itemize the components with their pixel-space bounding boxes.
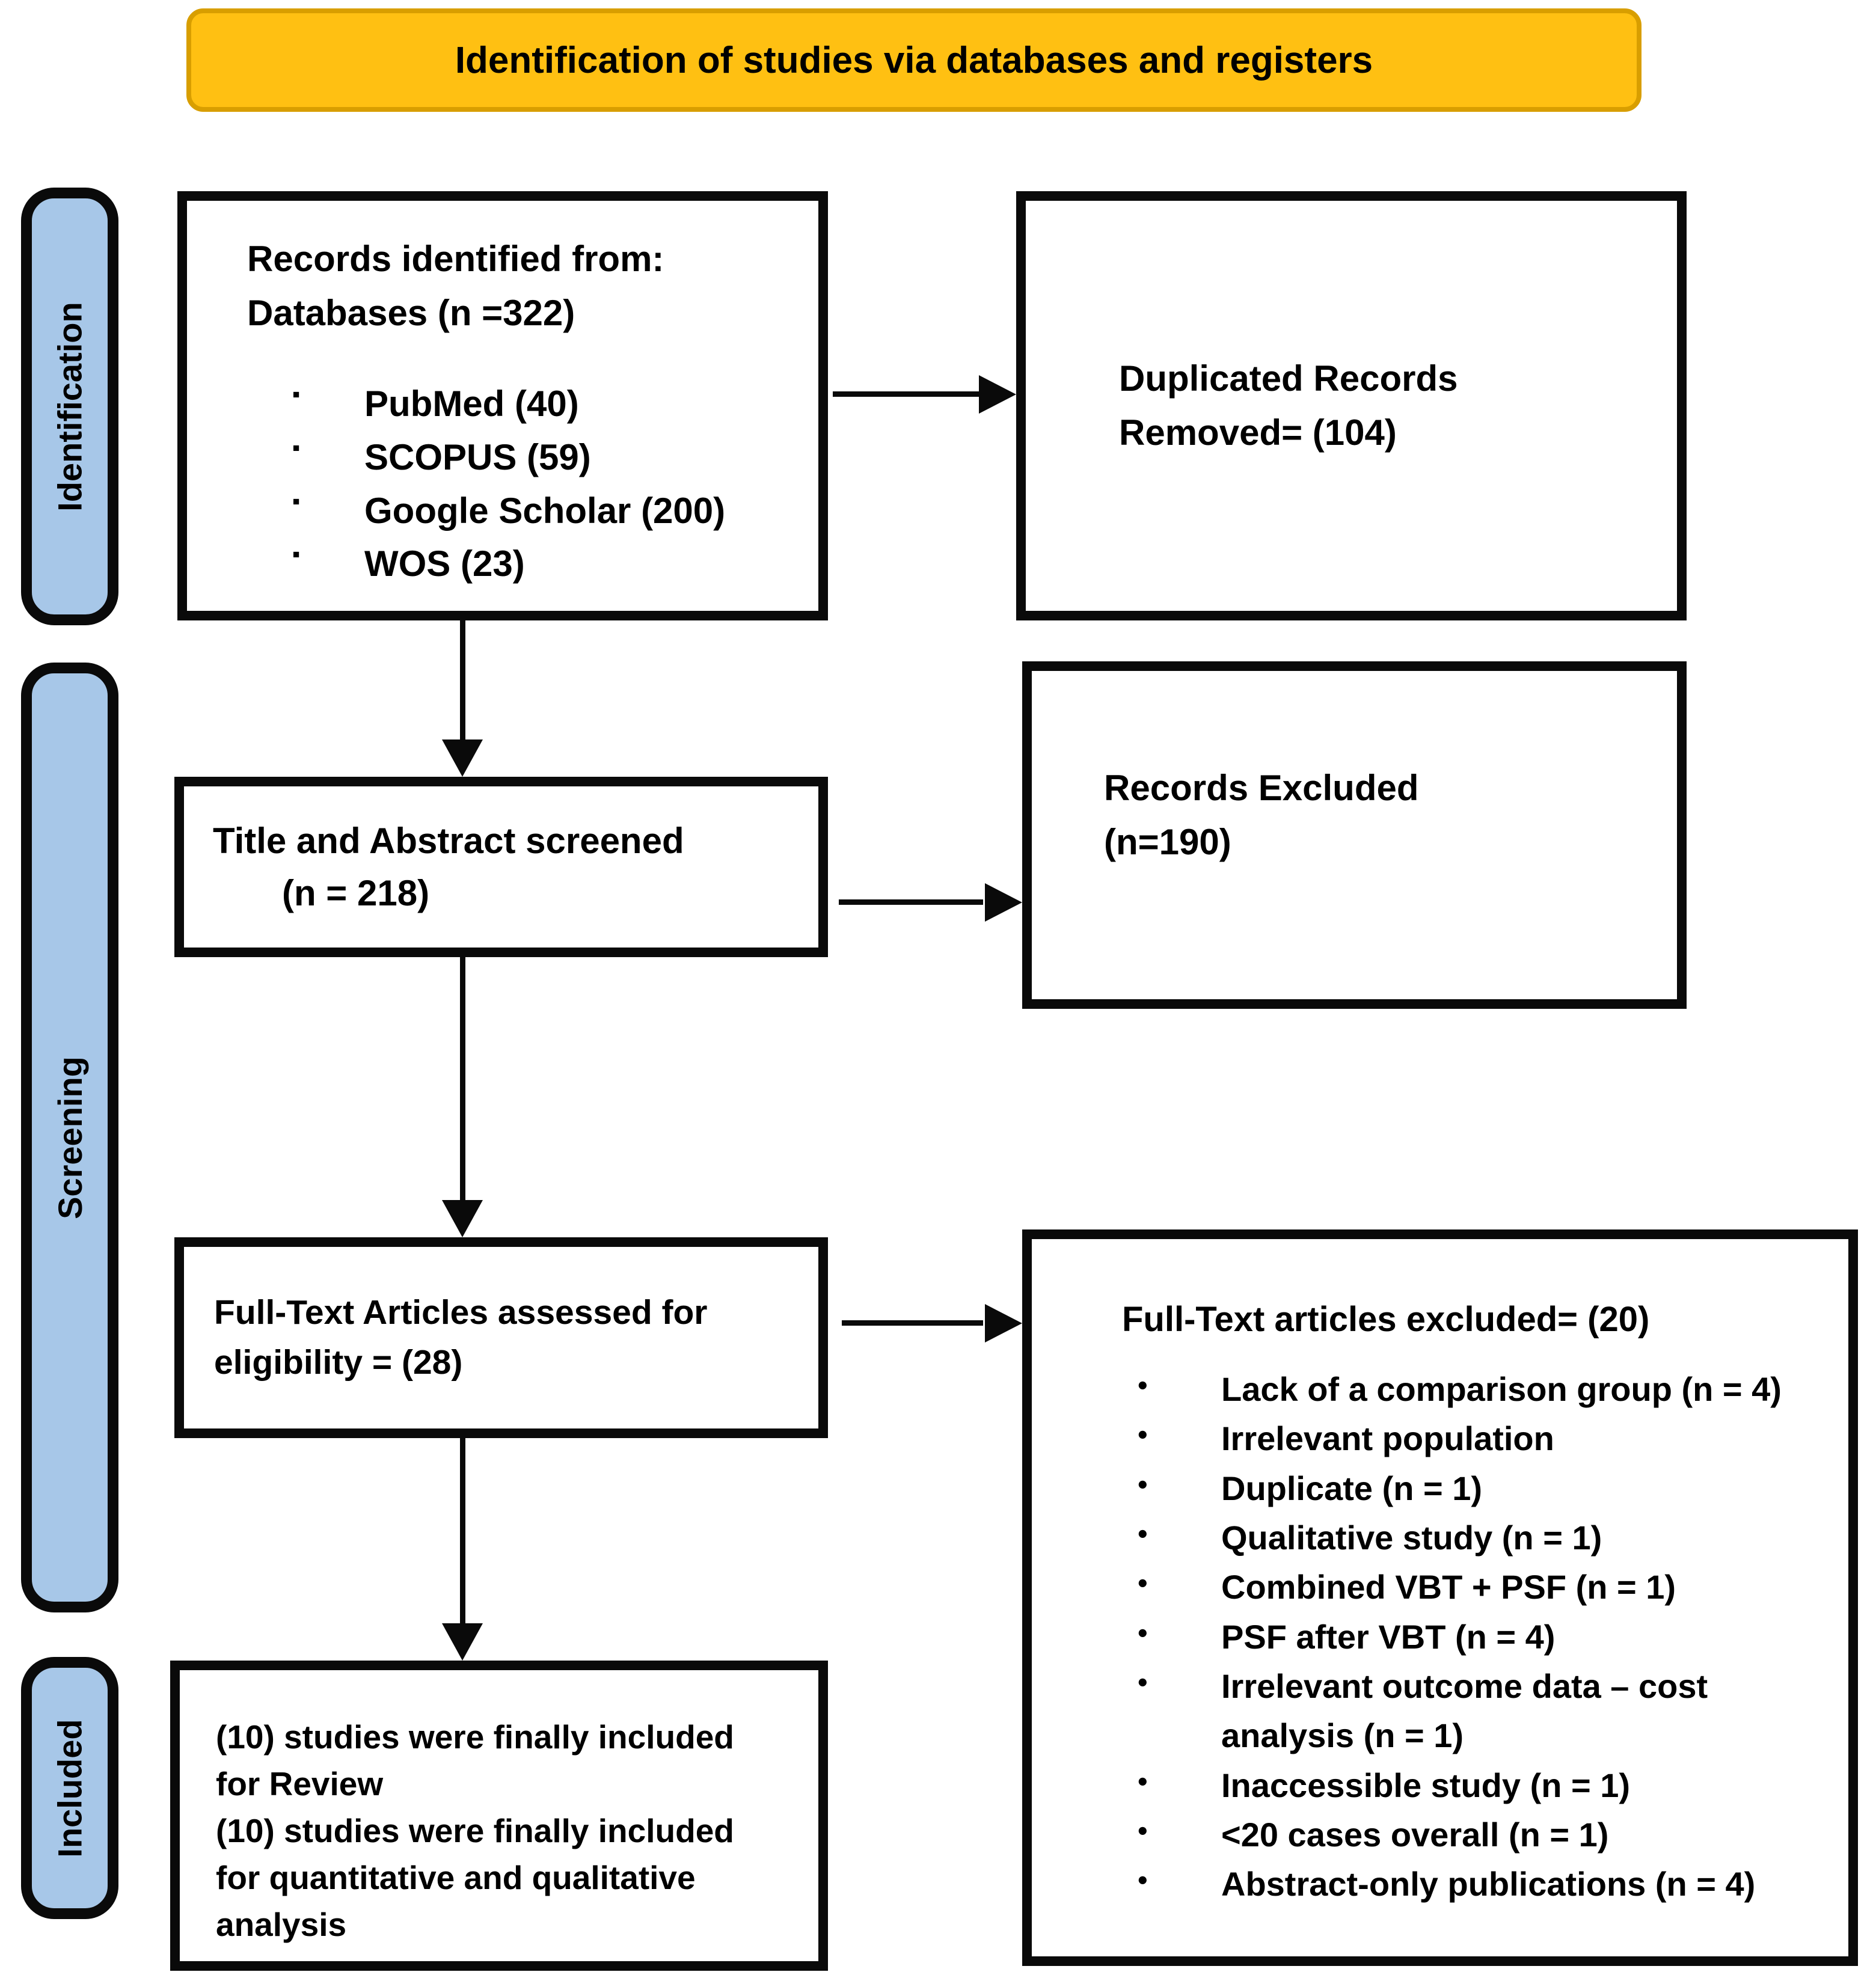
duplicates-removed-line: Removed= (104) bbox=[1119, 412, 1397, 453]
box-duplicates-removed bbox=[1016, 191, 1687, 620]
arrow-right-to-duplicates-shaft bbox=[833, 391, 980, 397]
final-included-line: analysis bbox=[216, 1906, 347, 1944]
exclusion-reason-item: ● PSF after VBT (n = 4) bbox=[1137, 1612, 1801, 1662]
arrow-right-to-records-excluded-shaft bbox=[839, 899, 983, 905]
exclusion-reason-item: ● Irrelevant population bbox=[1137, 1414, 1801, 1463]
title-abstract-screened-text bbox=[184, 786, 818, 948]
box-records-excluded bbox=[1022, 661, 1687, 1009]
records-identified-title-line: Records identified from: bbox=[247, 239, 664, 279]
stage-label-identification bbox=[21, 188, 118, 625]
database-item: ▪ PubMed (40) bbox=[292, 378, 818, 431]
box-final-included bbox=[170, 1661, 828, 1971]
records-identified-title-line: Databases (n =322) bbox=[247, 293, 575, 333]
exclusion-reason-item: ● Duplicate (n = 1) bbox=[1137, 1464, 1801, 1513]
title-abstract-screened-line: (n = 218) bbox=[282, 873, 430, 913]
exclusion-reason-item: ● Inaccessible study (n = 1) bbox=[1137, 1761, 1801, 1810]
records-identified-title bbox=[187, 201, 818, 340]
database-item: ▪ SCOPUS (59) bbox=[292, 431, 818, 485]
stage-label-identification-text: Identification bbox=[51, 301, 89, 512]
arrow-down-to-included-icon bbox=[442, 1623, 483, 1661]
databases-list bbox=[187, 378, 818, 591]
exclusion-reason-item: ● Qualitative study (n = 1) bbox=[1137, 1513, 1801, 1563]
fulltext-assessed-text bbox=[184, 1247, 818, 1428]
records-excluded-text bbox=[1032, 671, 1677, 869]
fulltext-assessed-line: Full-Text Articles assessed for bbox=[214, 1293, 708, 1332]
stage-label-screening-text: Screening bbox=[51, 1056, 89, 1219]
fulltext-assessed-line: eligibility = (28) bbox=[214, 1343, 463, 1382]
box-fulltext-excluded bbox=[1022, 1229, 1858, 1966]
arrow-down-to-included-shaft bbox=[460, 1438, 465, 1624]
box-title-abstract-screened bbox=[174, 777, 828, 957]
exclusion-reason-item: ● Combined VBT + PSF (n = 1) bbox=[1137, 1563, 1801, 1612]
stage-label-screening bbox=[21, 663, 118, 1612]
stage-label-included bbox=[21, 1657, 118, 1919]
arrow-down-to-assessment-icon bbox=[442, 1200, 483, 1237]
records-excluded-line: Records Excluded bbox=[1104, 768, 1419, 808]
box-fulltext-assessed bbox=[174, 1237, 828, 1438]
exclusion-reason-item: ● Irrelevant outcome data – cost analysis (n = 1) bbox=[1137, 1662, 1801, 1761]
banner bbox=[186, 8, 1642, 112]
arrow-right-to-fulltext-excluded-shaft bbox=[842, 1320, 983, 1326]
arrow-right-to-fulltext-excluded-icon bbox=[985, 1304, 1022, 1343]
final-included-line: for Review bbox=[216, 1765, 384, 1803]
arrow-down-to-screening-icon bbox=[442, 739, 483, 777]
fulltext-excluded-title: Full-Text articles excluded= (20) bbox=[1122, 1300, 1650, 1339]
title-abstract-screened-line: Title and Abstract screened bbox=[213, 821, 684, 861]
exclusion-reason-item: ● Abstract-only publications (n = 4) bbox=[1137, 1860, 1801, 1909]
final-included-line: for quantitative and qualitative bbox=[216, 1859, 696, 1897]
arrow-down-to-screening-shaft bbox=[460, 620, 465, 741]
duplicates-removed-text bbox=[1026, 201, 1677, 611]
exclusion-reason-item: ● Lack of a comparison group (n = 4) bbox=[1137, 1365, 1801, 1414]
final-included-line: (10) studies were finally included bbox=[216, 1812, 734, 1850]
exclusion-reason-item: ● <20 cases overall (n = 1) bbox=[1137, 1810, 1801, 1860]
final-included-text bbox=[180, 1670, 818, 1948]
records-excluded-line: (n=190) bbox=[1104, 822, 1231, 862]
stage-label-included-text: Included bbox=[51, 1718, 89, 1858]
arrow-right-to-records-excluded-icon bbox=[985, 883, 1022, 922]
box-records-identified bbox=[177, 191, 828, 620]
banner-title: Identification of studies via databases and registers bbox=[455, 39, 1373, 81]
database-item: ▪ Google Scholar (200) bbox=[292, 485, 818, 538]
final-included-line: (10) studies were finally included bbox=[216, 1718, 734, 1756]
arrow-down-to-assessment-shaft bbox=[460, 957, 465, 1202]
arrow-right-to-duplicates-icon bbox=[979, 375, 1016, 414]
fulltext-excluded-reasons-list bbox=[1032, 1365, 1832, 1909]
database-item: ▪ WOS (23) bbox=[292, 537, 818, 591]
duplicates-removed-line: Duplicated Records bbox=[1119, 358, 1458, 399]
